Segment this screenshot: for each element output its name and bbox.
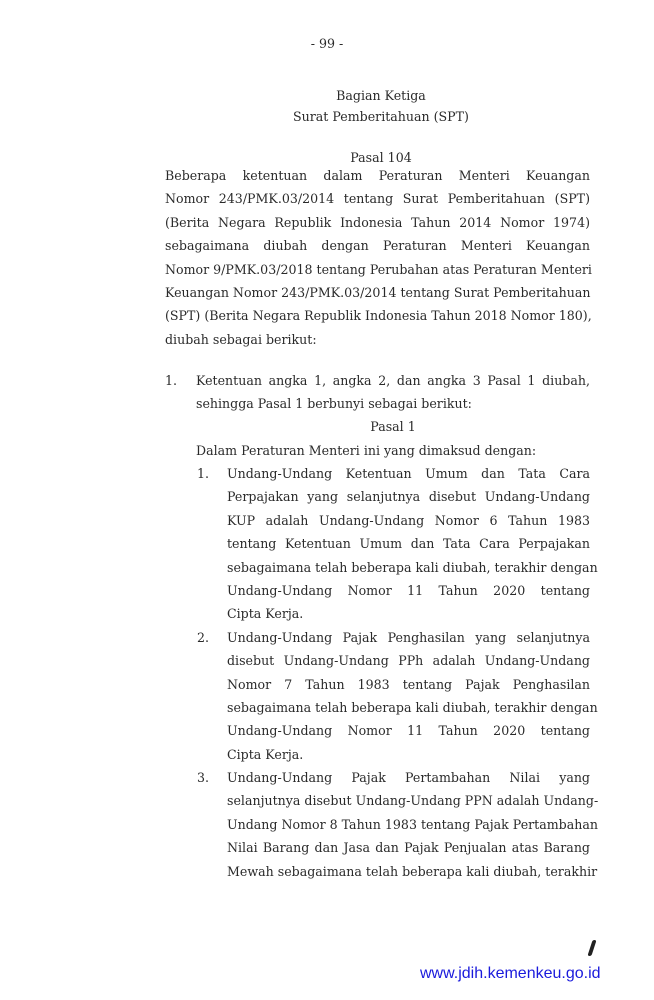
text-line: sebagaimana telah beberapa kali diubah, terakhir dengan (227, 699, 598, 715)
definition-text (227, 462, 598, 626)
definitions-list (197, 462, 599, 883)
section-title: Surat Pemberitahuan (SPT) (293, 109, 469, 124)
item-paragraph (196, 369, 590, 416)
text-line: sebagaimana telah beberapa kali diubah, terakhir dengan (227, 559, 598, 575)
text-line: disebut Undang-Undang PPh adalah Undang-Undang (227, 653, 590, 669)
text-line: Undang-Undang Nomor 11 Tahun 2020 tentang (227, 723, 590, 739)
intro-paragraph (165, 164, 590, 351)
footer-url[interactable]: www.jdih.kemenkeu.go.id (420, 965, 601, 982)
text-line: Undang-Undang Pajak Pertambahan Nilai yang (227, 770, 590, 786)
text-line: Undang-Undang Ketentuan Umum dan Tata Cara (227, 466, 590, 481)
sub-article-title: Pasal 1 (370, 419, 416, 434)
paraf-mark (587, 940, 596, 956)
text-line: Cipta Kerja. (227, 746, 304, 762)
text-line: sebagaimana diubah dengan Peraturan Menteri Keuangan (165, 238, 590, 254)
section-heading: Bagian Ketiga (336, 88, 426, 103)
item-number: 1. (165, 373, 178, 388)
text-line: Beberapa ketentuan dalam Peraturan Menteri Keuangan (165, 168, 590, 183)
definition-item (197, 766, 599, 883)
definitions-lead: Dalam Peraturan Menteri ini yang dimaksud dengan: (196, 443, 537, 458)
text-line: (Berita Negara Republik Indonesia Tahun 2014 Nomor 1974) (165, 214, 590, 230)
definition-text (227, 626, 598, 766)
definition-item (197, 462, 598, 626)
text-line: KUP adalah Undang-Undang Nomor 6 Tahun 1983 (227, 512, 590, 528)
page-number: - 99 - (310, 36, 344, 51)
text-line: diubah sebagai berikut: (165, 331, 317, 347)
article-title: Pasal 104 (350, 150, 412, 165)
text-line: Perpajakan yang selanjutnya disebut Undang-Undang (227, 489, 590, 505)
text-line: Nomor 7 Tahun 1983 tentang Pajak Penghasilan (227, 676, 590, 692)
text-line: Keuangan Nomor 243/PMK.03/2014 tentang Surat Pemberitahuan (165, 284, 591, 300)
text-line: selanjutnya disebut Undang-Undang PPN adalah Undang- (227, 793, 599, 809)
text-line: sehingga Pasal 1 berbunyi sebagai berikut: (196, 396, 472, 412)
text-line: Mewah sebagaimana telah beberapa kali diubah, terakhir (227, 863, 598, 879)
text-line: Undang Nomor 8 Tahun 1983 tentang Pajak Pertambahan (227, 816, 598, 832)
definition-number: 1. (197, 466, 210, 481)
text-line: Undang-Undang Pajak Penghasilan yang selanjutnya (227, 629, 590, 645)
text-line: (SPT) (Berita Negara Republik Indonesia Tahun 2018 Nomor 180), (165, 308, 592, 324)
text-line: Nomor 243/PMK.03/2014 tentang Surat Pemberitahuan (SPT) (165, 191, 590, 207)
text-line: Nilai Barang dan Jasa dan Pajak Penjualan atas Barang (227, 840, 590, 856)
definition-number: 3. (197, 770, 210, 786)
text-line: tentang Ketentuan Umum dan Tata Cara Perpajakan (227, 536, 590, 552)
definition-item (197, 626, 598, 766)
text-line: Undang-Undang Nomor 11 Tahun 2020 tentang (227, 582, 590, 598)
definition-text (227, 766, 599, 883)
text-line: Cipta Kerja. (227, 606, 304, 622)
definition-number: 2. (197, 629, 210, 645)
text-line: Nomor 9/PMK.03/2018 tentang Perubahan atas Peraturan Menteri (165, 261, 592, 277)
text-line: Ketentuan angka 1, angka 2, dan angka 3 Pasal 1 diubah, (196, 373, 590, 388)
